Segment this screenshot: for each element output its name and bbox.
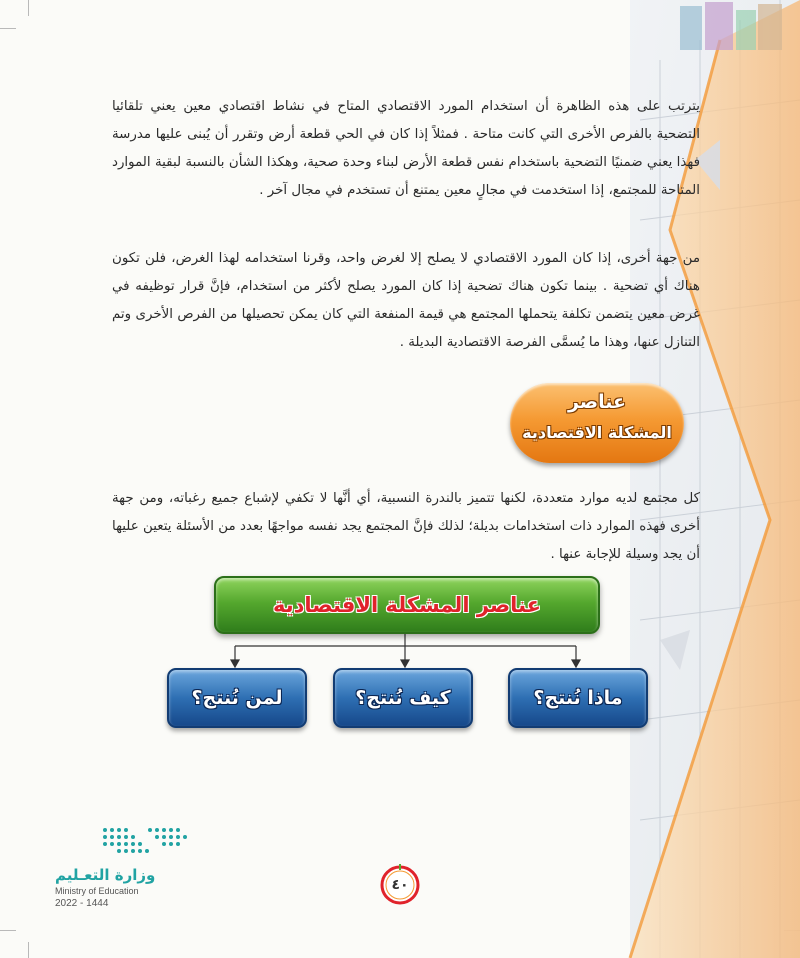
section-heading-line1: عناصر (567, 391, 627, 413)
diagram-item-how-to-produce: كيف نُنتج؟ (333, 668, 473, 728)
ministry-name: وزارة التعـليم (55, 866, 156, 884)
diagram-item-what-to-produce: ماذا نُنتج؟ (508, 668, 648, 728)
diagram-title: عناصر المشكلة الاقتصادية (214, 576, 600, 634)
crop-mark (28, 0, 29, 16)
crop-mark (0, 930, 16, 931)
crop-mark (0, 28, 16, 29)
page-number: ٤٠ (391, 877, 409, 893)
ministry-logo (55, 822, 205, 912)
paragraph-scarcity: كل مجتمع لديه موارد متعددة، لكنها تتميز بالندرة النسبية، أي أنَّها لا تكفي لإشباع جميع رغباته، ومن جهة أخرى فهذه الموارد ذات استخدامات بديلة؛ لذلك فإنَّ المجتمع يجد نفسه مواجهًا بعدد من الأسئلة يتعين عليها أن يجد وسيلة للإجابة عنها . (112, 491, 700, 562)
edition-year: 2022 - 1444 (55, 898, 109, 909)
section-heading-badge (510, 383, 684, 463)
section-heading-line2: المشكلة الاقتصادية (522, 423, 672, 442)
ministry-name-english: Ministry of Education (55, 886, 139, 896)
paragraph-opportunity-cost: يترتب على هذه الظاهرة أن استخدام المورد الاقتصادي المتاح في نشاط اقتصادي معين يعني تلقائيا التضحية بالفرص الأخرى التي كانت متاحة . فمثلاً إذا كان في الحي قطعة أرض وتقرر أن يُبنى عليها مدرسة فهذا يعني ضمنيًا التضحية باستخدام نفس قطعة الأرض لبناء وحدة صحية، وهكذا الشأن بالنسبة لبقية الموارد المتاحة للمجتمع، إذا استخدمت في مجالٍ معين يمتنع أن تستخدم في مجال آخر . (112, 99, 700, 198)
crop-mark (28, 942, 29, 958)
page-number-badge (377, 862, 423, 908)
paragraph-single-use-resource: من جهة أخرى، إذا كان المورد الاقتصادي لا يصلح إلا لغرض واحد، وقرنا استخدامه لهذا الغرض، فلن تكون هناك أي تضحية . بينما تكون هناك تضحية إذا كان المورد يصلح لأكثر من استخدام، فإنَّ قرار توظيفه في غرض معين يتضمن تكلفة يتحملها المجتمع هي قيمة المنفعة التي كان يمكن تحصيلها من الفرص الأخرى وتم التنازل عنها، وهذا ما يُسمَّى الفرصة الاقتصادية البديلة . (112, 251, 700, 350)
ministry-dots-icon (95, 822, 235, 862)
diagram-item-for-whom-to-produce: لمن نُنتج؟ (167, 668, 307, 728)
